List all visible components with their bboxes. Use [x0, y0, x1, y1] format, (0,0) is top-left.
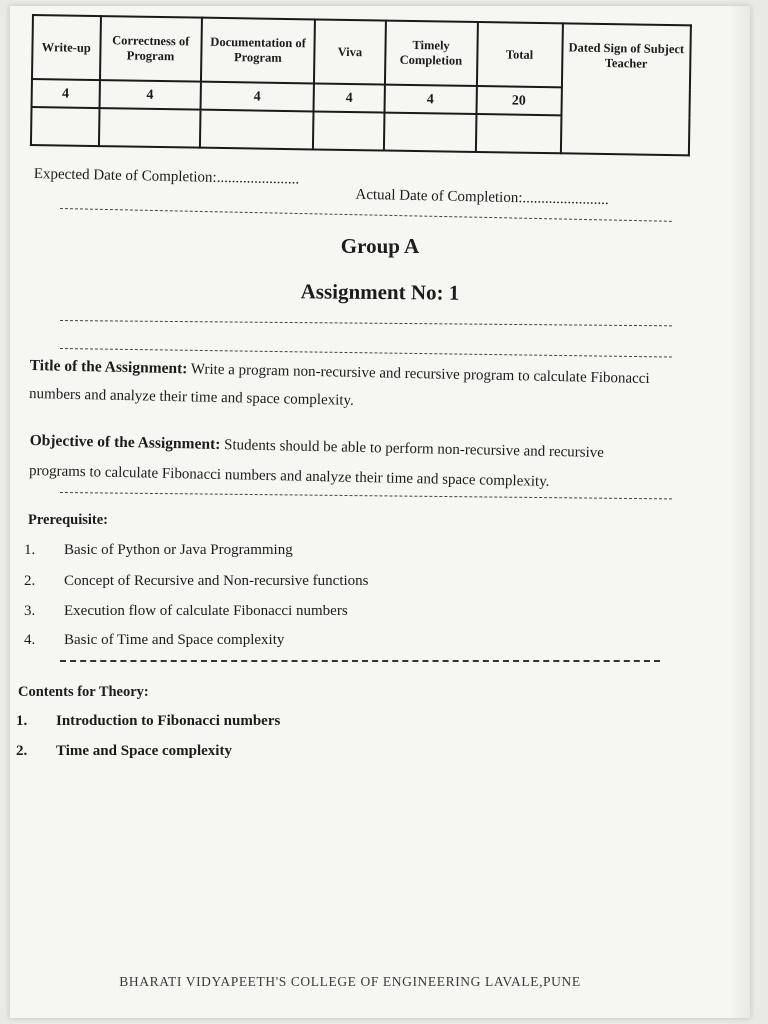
assignment-objective — [29, 426, 650, 499]
header-viva: Viva — [314, 19, 385, 84]
prerequisite-item-text: Execution flow of calculate Fibonacci numbers — [64, 603, 348, 619]
max-documentation: 4 — [200, 82, 314, 112]
prerequisite-item-text: Basic of Time and Space complexity — [64, 632, 285, 648]
header-timely-completion: Timely Completion — [385, 21, 478, 86]
contents-item-text: Time and Space complexity — [56, 743, 232, 759]
marks-table-header-row — [32, 15, 691, 89]
max-write-up: 4 — [32, 79, 100, 108]
expected-date — [34, 166, 300, 189]
header-write-up: Write-up — [32, 15, 101, 80]
marks-table — [30, 14, 692, 156]
assignment-objective-label: Objective of the Assignment: — [29, 431, 221, 453]
actual-date-blank: ....................... — [522, 190, 609, 209]
document-page — [10, 6, 750, 1018]
header-total: Total — [476, 22, 562, 87]
score-viva — [313, 111, 384, 150]
assignment-title — [29, 352, 650, 421]
page-footer: BHARATI VIDYAPEETH'S COLLEGE OF ENGINEERING LAVALE,PUNE — [119, 974, 581, 989]
group-heading: Group A — [340, 234, 420, 258]
divider-line — [60, 660, 660, 662]
prerequisite-item-text: Concept of Recursive and Non-recursive functions — [64, 573, 369, 589]
actual-date — [355, 187, 609, 209]
prerequisite-title: Prerequisite: — [28, 512, 108, 528]
contents-item-text: Introduction to Fibonacci numbers — [56, 713, 281, 729]
header-correctness: Correctness of Program — [100, 16, 202, 82]
max-timely-completion: 4 — [384, 85, 476, 114]
max-correctness: 4 — [99, 80, 201, 110]
prerequisite-item-text: Basic of Python or Java Programming — [64, 542, 293, 558]
header-documentation: Documentation of Program — [201, 18, 316, 84]
score-timely-completion — [384, 113, 476, 152]
prerequisite-item-number: 1. — [24, 542, 36, 558]
prerequisite-item-number: 2. — [24, 573, 36, 589]
score-write-up — [31, 107, 99, 146]
contents-item-number: 1. — [16, 713, 28, 729]
contents-title: Contents for Theory: — [18, 684, 149, 700]
assignment-title-text: Write a program non-recursive and recursive program to calculate Fibonacci numbers and analyze their time and space complexity. — [28, 361, 650, 409]
assignment-title-label: Title of the Assignment: — [29, 356, 188, 378]
score-correctness — [99, 108, 201, 148]
expected-date-label: Expected Date of Completion: — [33, 166, 217, 186]
max-viva: 4 — [314, 83, 385, 112]
actual-date-label: Actual Date of Completion: — [355, 186, 523, 207]
divider-line — [60, 208, 672, 222]
completion-dates — [33, 166, 684, 209]
contents-item-number: 2. — [16, 743, 28, 759]
score-total — [475, 114, 561, 153]
header-dated-sign: Dated Sign of Subject Teacher — [560, 23, 690, 155]
assignment-objective-text: Students should be able to perform non-recursive and recursive programs to calculate Fibonacci numbers and analyze their time and space complexity. — [28, 437, 605, 490]
prerequisite-item-number: 3. — [24, 603, 36, 619]
assignment-heading: Assignment No: 1 — [300, 279, 460, 305]
max-total: 20 — [476, 86, 562, 115]
prerequisite-item-number: 4. — [24, 632, 36, 648]
expected-date-blank: ...................... — [216, 169, 300, 188]
score-documentation — [200, 110, 314, 150]
divider-line — [60, 320, 672, 326]
